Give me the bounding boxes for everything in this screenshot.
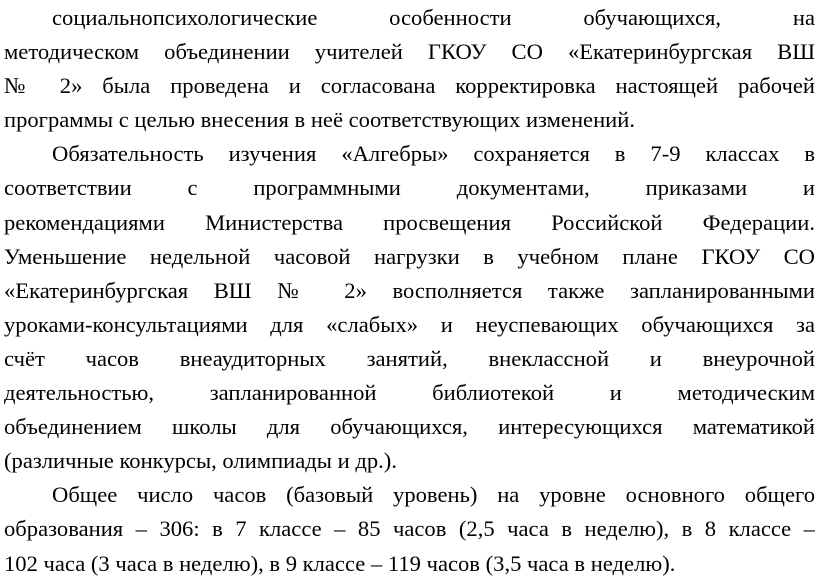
document-page — [4, 1, 815, 581]
paragraph-line: деятельностью, запланированной библиотекой и методическим — [4, 380, 815, 406]
paragraph-line: «Екатеринбургская ВШ № 2» восполняется также запланированными — [4, 277, 815, 303]
paragraph-line: Общее число часов (базовый уровень) на уровне основного общего — [52, 482, 815, 508]
paragraph-line: № 2» была проведена и согласована корректировка настоящей рабочей — [4, 73, 815, 99]
paragraph-2 — [4, 137, 815, 478]
paragraph-line: счёт часов внеаудиторных занятий, внеклассной и внеурочной — [4, 345, 815, 371]
paragraph-line: уроками-консультациями для «слабых» и неуспевающих обучающихся за — [4, 311, 815, 337]
paragraph-line: объединением школы для обучающихся, интересующихся математикой — [4, 414, 815, 440]
paragraph-line: Уменьшение недельной часовой нагрузки в учебном плане ГКОУ СО — [4, 243, 815, 269]
paragraph-line: образования – 306: в 7 классе – 85 часов (2,5 часа в неделю), в 8 классе – — [4, 516, 815, 542]
paragraph-line: социальнопсихологические особенности обучающихся, на — [52, 5, 815, 30]
paragraph-1 — [4, 1, 815, 137]
paragraph-line: методическом объединении учителей ГКОУ СО «Екатеринбургская ВШ — [4, 39, 815, 65]
paragraph-line: соответствии с программными документами, приказами и — [4, 175, 815, 201]
paragraph-line: (различные конкурсы, олимпиады и др.). — [4, 448, 397, 474]
paragraph-line: 102 часа (3 часа в неделю), в 9 классе – 119 часов (3,5 часа в неделю). — [4, 550, 676, 576]
paragraph-line: Обязательность изучения «Алгебры» сохраняется в 7-9 классах в — [52, 141, 815, 167]
paragraph-line: программы с целью внесения в неё соответствующих изменений. — [4, 107, 636, 133]
paragraph-line: рекомендациями Министерства просвещения Российской Федерации. — [4, 209, 815, 235]
paragraph-3 — [4, 478, 815, 580]
